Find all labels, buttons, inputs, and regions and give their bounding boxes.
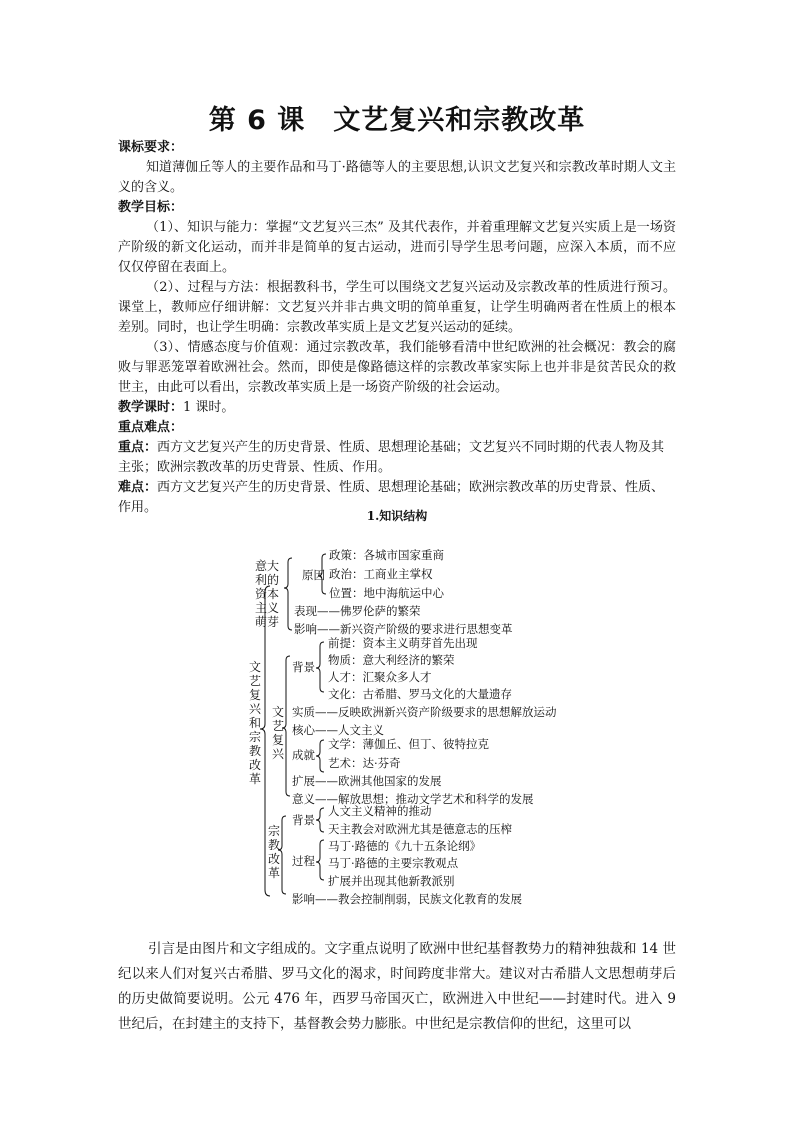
key-point-label: 重点：: [118, 440, 158, 455]
cause-item-3: 位置：地中海航运中心: [329, 586, 444, 600]
curriculum-section: [118, 138, 676, 518]
lesson-title: 第 6 课 文艺复兴和宗教改革: [208, 105, 586, 136]
body-paragraph: 引言是由图片和文字组成的。文字重点说明了欧洲中世纪基督教势力的精神独裁和 14 世纪以来人们对复兴古希腊、罗马文化的渴求，时间跨度非常大。建议对古希腊人文思想萌芽后的历史做简要说明。公元 476 年，西罗马帝国灭亡，欧洲进入中世纪——封建时代。进入 9 世纪后，在封建主的支持下，基督教会势力膨胀。中世纪是宗教信仰的世纪，这里可以: [118, 941, 676, 1032]
background-item-3: 人才：汇聚众多人才: [328, 670, 432, 684]
cause-item-1: 政策：各城市国家重商: [329, 548, 444, 562]
key-point-text: 西方文艺复兴产生的历史背景、性质、思想理论基础；文艺复兴不同时期的代表人物及其主张；欧洲宗教改革的历史背景、性质、作用。: [118, 440, 665, 475]
background-label: 背景: [292, 660, 315, 674]
reformation-background-item-2: 天主教会对欧洲尤其是德意志的压榨: [328, 822, 512, 836]
objective-3: （3）、情感态度与价值观：通过宗教改革，我们能够看清中世纪欧洲的社会概况：教会的腐败与罪恶笼罩着欧洲社会。然而，即使是像路德这样的宗教改革家实际上也并非是贫苦民众的救世主，由此可以看出，宗教改革实质上是一场资产阶级的社会运动。: [118, 340, 676, 395]
objectives-heading: 教学目标：: [118, 200, 184, 215]
sec1-brace: [284, 558, 292, 630]
essence: 实质——反映欧洲新兴资产阶级要求的思想解放运动: [292, 705, 557, 719]
influence-3: 影响——教会控制削弱，民族文化教育的发展: [292, 892, 522, 906]
achievement-label: 成就: [292, 748, 315, 762]
key-points-heading: 重点难点：: [118, 420, 184, 435]
sec3-label: 宗教改革: [268, 824, 281, 880]
hours-text: 1 课时。: [183, 400, 235, 415]
reformation-background-item-1: 人文主义精神的推动: [328, 804, 432, 818]
background-item-2: 物质：意大利经济的繁荣: [328, 653, 455, 667]
curriculum-text: 知道薄伽丘等人的主要作品和马丁·路德等人的主要思想,认识文艺复兴和宗教改革时期人文主义的含义。: [118, 160, 676, 195]
root-char: 文: [249, 660, 262, 674]
objective-2: （2）、过程与方法：根据教科书，学生可以围绕文艺复兴运动及宗教改革的性质进行预习。课堂上，教师应仔细讲解：文艺复兴并非古典文明的简单重复，让学生明确两者在性质上的根本差别。同时，也让学生明确：宗教改革实质上是文艺复兴运动的延续。: [118, 280, 676, 335]
process-brace: [316, 840, 324, 880]
hours-label: 教学课时：: [118, 400, 184, 415]
process-item-2: 马丁·路德的主要宗教观点: [328, 856, 459, 870]
sec1-label: 意大利的资本主义萌芽: [255, 559, 280, 629]
achievement-item-2: 艺术：达·芬奇: [328, 756, 401, 770]
sec2-label: 文艺复兴: [272, 705, 285, 761]
core: 核心——人文主义: [292, 723, 384, 737]
background-brace: [316, 642, 324, 692]
influence-1: 影响——新兴资产阶级的要求进行思想变革: [294, 622, 513, 636]
root-label: 文艺复兴和宗教改革: [249, 660, 262, 786]
reformation-background-label: 背景: [292, 813, 315, 827]
cause-label: 原因: [302, 568, 325, 582]
curriculum-heading: 课标要求：: [118, 140, 184, 155]
objective-1: （1）、知识与能力：掌握“文艺复兴三杰” 及其代表作，并着重理解文艺复兴实质上是一场资产阶级的新文化运动，而并非是简单的复古运动，进而引导学生思考问题，应深入本质，而不应仅仅停留在表面上。: [118, 220, 676, 275]
cause-item-2: 政治：工商业主掌权: [329, 567, 433, 581]
process-item-3: 扩展并出现其他新教派别: [328, 874, 455, 888]
achievement-brace: [316, 740, 324, 772]
figure-caption: 1.知识结构: [366, 509, 428, 523]
difficult-point-label: 难点：: [118, 480, 158, 495]
significance: 意义——解放思想；推动文学艺术和科学的发展: [292, 792, 534, 806]
difficult-point-text: 西方文艺复兴产生的历史背景、性质、思想理论基础；欧洲宗教改革的历史背景、性质、作用。: [118, 480, 665, 515]
achievement-item-1: 文学：薄伽丘、但丁、彼特拉克: [328, 737, 489, 751]
process-label: 过程: [292, 854, 315, 868]
background-item-1: 前提：资本主义萌芽首先出现: [328, 636, 478, 650]
process-item-1: 马丁·路德的《九十五条论纲》: [328, 839, 482, 853]
reformation-background-brace: [316, 808, 324, 832]
expansion: 扩展——欧洲其他国家的发展: [292, 774, 442, 788]
key-point: [118, 438, 676, 478]
manifestation: 表现——佛罗伦萨的繁荣: [294, 604, 421, 618]
background-item-4: 文化：古希腊、罗马文化的大量遗存: [328, 687, 512, 701]
hours-line: [118, 398, 676, 418]
knowledge-structure-diagram: [246, 546, 586, 910]
